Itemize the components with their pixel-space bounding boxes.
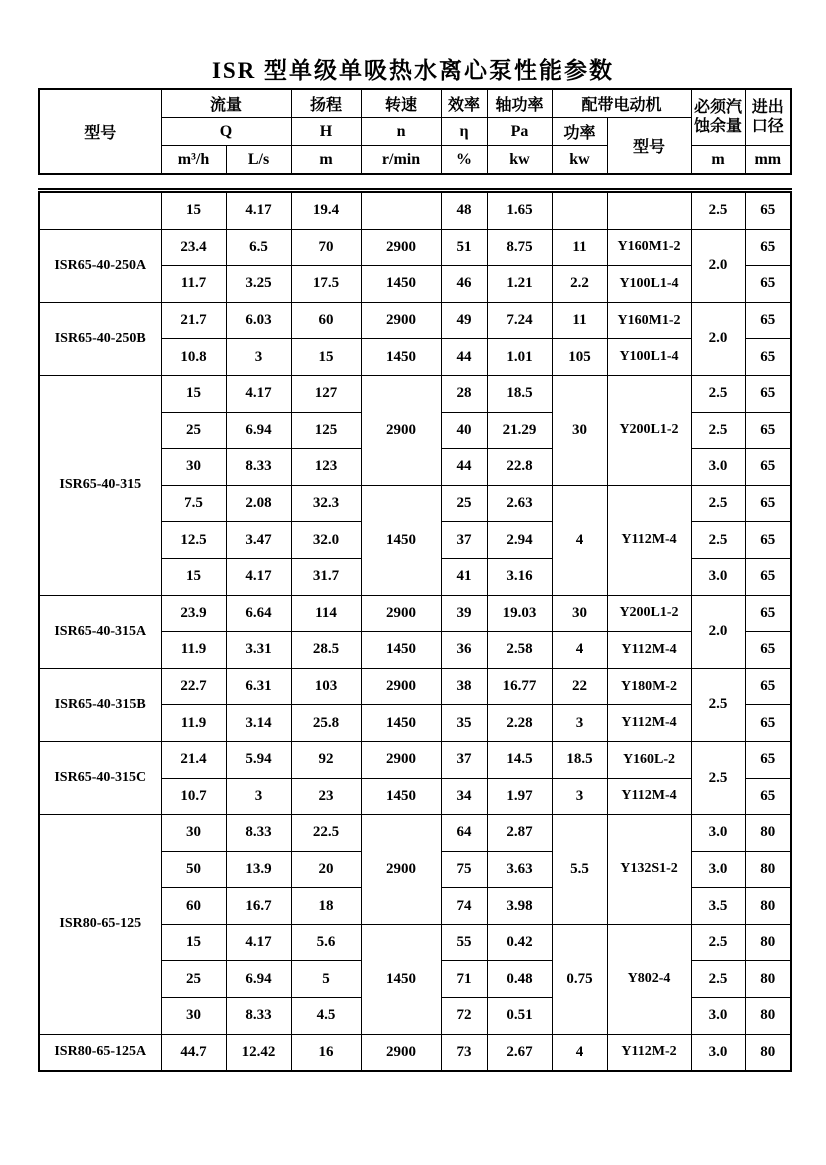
data-cell: 65 xyxy=(745,302,791,339)
table-row xyxy=(39,741,791,778)
symbol-speed-n: n xyxy=(361,118,441,146)
data-cell: 123 xyxy=(291,449,361,486)
col-header-motor: 配带电动机 xyxy=(552,89,691,118)
motor-model-cell: Y112M-4 xyxy=(607,778,691,815)
motor-model-cell: Y160M1-2 xyxy=(607,229,691,266)
data-cell: 64 xyxy=(441,815,487,852)
pump-model-cell: ISR65-40-315B xyxy=(39,668,161,741)
data-cell: 49 xyxy=(441,302,487,339)
data-cell: 6.03 xyxy=(226,302,291,339)
unit-efficiency-pct: % xyxy=(441,146,487,175)
data-cell: 25 xyxy=(161,961,226,998)
data-cell: 60 xyxy=(291,302,361,339)
data-cell: 16 xyxy=(291,1034,361,1071)
port-label-line1: 进出 xyxy=(751,99,784,117)
data-cell: 36 xyxy=(441,632,487,669)
pump-model-cell: ISR65-40-315C xyxy=(39,741,161,814)
data-cell: 11.9 xyxy=(161,705,226,742)
data-cell: 2.63 xyxy=(487,485,552,522)
motor-model-cell: Y132S1-2 xyxy=(607,815,691,925)
motor-model-cell: Y112M-4 xyxy=(607,485,691,595)
data-cell xyxy=(361,191,441,230)
data-cell: 25.8 xyxy=(291,705,361,742)
data-cell: 4.17 xyxy=(226,191,291,230)
data-cell: 28 xyxy=(441,375,487,412)
unit-npsh-m: m xyxy=(691,146,745,175)
data-cell: 5.94 xyxy=(226,741,291,778)
data-cell: 2.94 xyxy=(487,522,552,559)
table-row xyxy=(39,1034,791,1071)
data-cell: 25 xyxy=(441,485,487,522)
data-cell: 6.31 xyxy=(226,668,291,705)
data-cell: 2.0 xyxy=(691,302,745,375)
data-cell: 6.94 xyxy=(226,961,291,998)
data-cell: 4.17 xyxy=(226,375,291,412)
unit-speed-rmin: r/min xyxy=(361,146,441,175)
symbol-shaft-power-pa: Pa xyxy=(487,118,552,146)
data-cell: 22.8 xyxy=(487,449,552,486)
data-cell: 15 xyxy=(161,375,226,412)
table-row xyxy=(39,302,791,339)
data-cell: 48 xyxy=(441,191,487,230)
data-cell: 80 xyxy=(745,851,791,888)
pump-model-cell: ISR65-40-250A xyxy=(39,229,161,302)
data-cell: 127 xyxy=(291,375,361,412)
motor-model-cell: Y180M-2 xyxy=(607,668,691,705)
table-row xyxy=(39,229,791,266)
data-cell: 15 xyxy=(161,924,226,961)
data-cell: 16.77 xyxy=(487,668,552,705)
data-cell: 10.8 xyxy=(161,339,226,376)
data-cell: 55 xyxy=(441,924,487,961)
data-cell: 2.5 xyxy=(691,522,745,559)
data-cell: 60 xyxy=(161,888,226,925)
data-cell: 30 xyxy=(552,375,607,485)
data-cell: 44.7 xyxy=(161,1034,226,1071)
data-cell: 70 xyxy=(291,229,361,266)
data-cell: 3.0 xyxy=(691,449,745,486)
data-cell: 73 xyxy=(441,1034,487,1071)
table-row xyxy=(39,375,791,412)
data-cell: 2900 xyxy=(361,595,441,632)
unit-port-mm: mm xyxy=(745,146,791,175)
data-cell: 20 xyxy=(291,851,361,888)
pump-model-cell: ISR80-65-125 xyxy=(39,815,161,1035)
data-cell: 1450 xyxy=(361,924,441,1034)
data-cell: 105 xyxy=(552,339,607,376)
data-cell: 6.5 xyxy=(226,229,291,266)
data-cell: 4 xyxy=(552,632,607,669)
data-cell: 3 xyxy=(552,705,607,742)
data-cell: 80 xyxy=(745,998,791,1035)
data-cell: 2.5 xyxy=(691,412,745,449)
data-cell: 65 xyxy=(745,778,791,815)
data-cell: 3.31 xyxy=(226,632,291,669)
col-header-speed: 转速 xyxy=(361,89,441,118)
data-cell: 1450 xyxy=(361,632,441,669)
data-cell: 3.98 xyxy=(487,888,552,925)
data-cell: 65 xyxy=(745,595,791,632)
data-cell: 15 xyxy=(161,558,226,595)
symbol-efficiency-eta: η xyxy=(441,118,487,146)
data-cell: 0.42 xyxy=(487,924,552,961)
motor-model-cell: Y160L-2 xyxy=(607,741,691,778)
data-cell: 2900 xyxy=(361,375,441,485)
data-cell: 80 xyxy=(745,961,791,998)
data-cell: 65 xyxy=(745,522,791,559)
data-cell: 3.47 xyxy=(226,522,291,559)
symbol-flow-q: Q xyxy=(161,118,291,146)
data-cell: 65 xyxy=(745,485,791,522)
motor-model-cell: Y160M1-2 xyxy=(607,302,691,339)
data-cell: 21.7 xyxy=(161,302,226,339)
data-cell: 17.5 xyxy=(291,266,361,303)
data-cell: 8.75 xyxy=(487,229,552,266)
data-cell: 2.2 xyxy=(552,266,607,303)
data-cell: 15 xyxy=(161,191,226,230)
unit-flow-m3h: m³/h xyxy=(161,146,226,175)
data-cell: 5.6 xyxy=(291,924,361,961)
pump-model-cell: ISR65-40-315A xyxy=(39,595,161,668)
motor-model-cell: Y100L1-4 xyxy=(607,266,691,303)
data-cell: 3.0 xyxy=(691,998,745,1035)
data-cell: 3.0 xyxy=(691,815,745,852)
motor-model-label: 型号 xyxy=(607,118,691,175)
data-cell: 65 xyxy=(745,741,791,778)
data-cell: 15 xyxy=(291,339,361,376)
table-row xyxy=(39,191,791,230)
unit-motor-power-kw: kw xyxy=(552,146,607,175)
data-cell: 5 xyxy=(291,961,361,998)
data-cell: 2.08 xyxy=(226,485,291,522)
data-cell: 65 xyxy=(745,668,791,705)
data-cell: 7.5 xyxy=(161,485,226,522)
data-cell: 13.9 xyxy=(226,851,291,888)
data-cell: 2.5 xyxy=(691,741,745,814)
data-cell: 40 xyxy=(441,412,487,449)
col-header-pump-model: 型号 xyxy=(39,89,161,174)
data-cell: 3.0 xyxy=(691,1034,745,1071)
data-cell: 32.0 xyxy=(291,522,361,559)
data-cell: 3 xyxy=(226,778,291,815)
pump-model-cell xyxy=(39,191,161,230)
performance-table-body xyxy=(39,191,791,1072)
data-cell: 1450 xyxy=(361,705,441,742)
data-cell: 2.58 xyxy=(487,632,552,669)
data-cell: 30 xyxy=(552,595,607,632)
data-cell: 3.25 xyxy=(226,266,291,303)
data-cell: 38 xyxy=(441,668,487,705)
data-cell: 4 xyxy=(552,1034,607,1071)
data-cell: 4 xyxy=(552,485,607,595)
data-cell: 2900 xyxy=(361,1034,441,1071)
table-header xyxy=(38,88,792,175)
data-cell: 31.7 xyxy=(291,558,361,595)
data-cell: 18 xyxy=(291,888,361,925)
data-cell: 19.4 xyxy=(291,191,361,230)
data-cell: 2.67 xyxy=(487,1034,552,1071)
data-cell: 28.5 xyxy=(291,632,361,669)
col-header-port xyxy=(745,89,791,146)
col-header-npsh xyxy=(691,89,745,146)
data-cell: 25 xyxy=(161,412,226,449)
data-cell: 2.5 xyxy=(691,668,745,741)
performance-table xyxy=(38,188,792,1072)
data-cell: 11.7 xyxy=(161,266,226,303)
data-cell: 23 xyxy=(291,778,361,815)
data-cell: 2.5 xyxy=(691,924,745,961)
page-title: ISR 型单级单吸热水离心泵性能参数 xyxy=(211,58,615,83)
data-cell: 125 xyxy=(291,412,361,449)
data-cell: 30 xyxy=(161,815,226,852)
data-cell: 44 xyxy=(441,339,487,376)
table-row xyxy=(39,815,791,852)
data-cell: 2.5 xyxy=(691,485,745,522)
data-cell: 2900 xyxy=(361,741,441,778)
data-cell: 3.0 xyxy=(691,558,745,595)
col-header-shaft-power: 轴功率 xyxy=(487,89,552,118)
data-cell: 80 xyxy=(745,1034,791,1071)
unit-shaft-power-kw: kw xyxy=(487,146,552,175)
data-cell: 21.29 xyxy=(487,412,552,449)
motor-model-cell: Y802-4 xyxy=(607,924,691,1034)
data-cell: 14.5 xyxy=(487,741,552,778)
data-cell: 1.01 xyxy=(487,339,552,376)
data-cell: 0.75 xyxy=(552,924,607,1034)
port-label-line2: 口径 xyxy=(751,117,784,135)
data-cell: 0.51 xyxy=(487,998,552,1035)
data-cell: 1450 xyxy=(361,339,441,376)
data-cell: 103 xyxy=(291,668,361,705)
data-cell: 21.4 xyxy=(161,741,226,778)
data-cell: 2900 xyxy=(361,302,441,339)
motor-model-cell: Y112M-4 xyxy=(607,632,691,669)
data-cell: 4.17 xyxy=(226,558,291,595)
data-cell: 1450 xyxy=(361,485,441,595)
data-cell: 65 xyxy=(745,632,791,669)
data-cell: 37 xyxy=(441,741,487,778)
data-cell: 65 xyxy=(745,449,791,486)
data-cell: 1.97 xyxy=(487,778,552,815)
motor-model-cell: Y100L1-4 xyxy=(607,339,691,376)
data-cell: 2900 xyxy=(361,229,441,266)
data-cell: 3 xyxy=(552,778,607,815)
data-cell: 3.16 xyxy=(487,558,552,595)
col-header-flow: 流量 xyxy=(161,89,291,118)
motor-model-cell: Y112M-2 xyxy=(607,1034,691,1071)
data-cell: 51 xyxy=(441,229,487,266)
data-cell: 2.28 xyxy=(487,705,552,742)
data-cell: 65 xyxy=(745,375,791,412)
motor-model-cell: Y112M-4 xyxy=(607,705,691,742)
symbol-head-h: H xyxy=(291,118,361,146)
data-cell: 30 xyxy=(161,449,226,486)
data-cell: 0.48 xyxy=(487,961,552,998)
data-cell: 23.4 xyxy=(161,229,226,266)
data-cell: 44 xyxy=(441,449,487,486)
data-cell: 3.63 xyxy=(487,851,552,888)
data-cell: 2.0 xyxy=(691,229,745,302)
data-cell: 4.17 xyxy=(226,924,291,961)
data-cell: 18.5 xyxy=(487,375,552,412)
data-cell: 22.5 xyxy=(291,815,361,852)
data-cell: 2900 xyxy=(361,815,441,925)
data-cell: 114 xyxy=(291,595,361,632)
data-cell: 23.9 xyxy=(161,595,226,632)
data-cell: 19.03 xyxy=(487,595,552,632)
data-cell: 39 xyxy=(441,595,487,632)
pump-model-cell: ISR65-40-315 xyxy=(39,375,161,595)
data-cell: 8.33 xyxy=(226,449,291,486)
data-cell xyxy=(552,191,607,230)
data-cell: 1450 xyxy=(361,266,441,303)
data-cell: 22.7 xyxy=(161,668,226,705)
data-cell: 1450 xyxy=(361,778,441,815)
npsh-label-line1: 必须汽 xyxy=(694,99,743,117)
data-cell: 8.33 xyxy=(226,998,291,1035)
data-cell: 2.0 xyxy=(691,595,745,668)
data-cell: 2.87 xyxy=(487,815,552,852)
col-header-efficiency: 效率 xyxy=(441,89,487,118)
data-cell: 65 xyxy=(745,266,791,303)
data-cell: 35 xyxy=(441,705,487,742)
data-cell: 3.5 xyxy=(691,888,745,925)
data-cell: 30 xyxy=(161,998,226,1035)
data-cell: 71 xyxy=(441,961,487,998)
data-cell: 10.7 xyxy=(161,778,226,815)
table-row xyxy=(39,595,791,632)
data-cell: 80 xyxy=(745,924,791,961)
pump-model-cell: ISR80-65-125A xyxy=(39,1034,161,1071)
data-cell: 11 xyxy=(552,302,607,339)
motor-model-cell xyxy=(607,191,691,230)
unit-head-m: m xyxy=(291,146,361,175)
data-cell: 50 xyxy=(161,851,226,888)
data-cell: 34 xyxy=(441,778,487,815)
data-cell: 6.94 xyxy=(226,412,291,449)
data-cell: 80 xyxy=(745,888,791,925)
data-cell: 65 xyxy=(745,339,791,376)
data-cell: 2.5 xyxy=(691,961,745,998)
data-cell: 65 xyxy=(745,412,791,449)
data-cell: 37 xyxy=(441,522,487,559)
data-cell: 32.3 xyxy=(291,485,361,522)
unit-flow-ls: L/s xyxy=(226,146,291,175)
data-cell: 65 xyxy=(745,705,791,742)
data-cell: 3.14 xyxy=(226,705,291,742)
data-cell: 4.5 xyxy=(291,998,361,1035)
data-cell: 2900 xyxy=(361,668,441,705)
data-cell: 65 xyxy=(745,191,791,230)
data-cell: 75 xyxy=(441,851,487,888)
data-cell: 18.5 xyxy=(552,741,607,778)
data-cell: 3 xyxy=(226,339,291,376)
npsh-label-line2: 蚀余量 xyxy=(694,117,743,135)
data-cell: 65 xyxy=(745,229,791,266)
data-cell: 6.64 xyxy=(226,595,291,632)
data-cell: 46 xyxy=(441,266,487,303)
data-cell: 72 xyxy=(441,998,487,1035)
data-cell: 1.65 xyxy=(487,191,552,230)
motor-power-label: 功率 xyxy=(552,118,607,146)
data-cell: 8.33 xyxy=(226,815,291,852)
data-cell: 11 xyxy=(552,229,607,266)
data-cell: 5.5 xyxy=(552,815,607,925)
data-cell: 12.42 xyxy=(226,1034,291,1071)
data-cell: 22 xyxy=(552,668,607,705)
data-cell: 1.21 xyxy=(487,266,552,303)
motor-model-cell: Y200L1-2 xyxy=(607,375,691,485)
data-cell: 80 xyxy=(745,815,791,852)
data-cell: 7.24 xyxy=(487,302,552,339)
data-cell: 2.5 xyxy=(691,375,745,412)
data-cell: 2.5 xyxy=(691,191,745,230)
col-header-head: 扬程 xyxy=(291,89,361,118)
data-cell: 12.5 xyxy=(161,522,226,559)
data-cell: 11.9 xyxy=(161,632,226,669)
data-cell: 65 xyxy=(745,558,791,595)
motor-model-cell: Y200L1-2 xyxy=(607,595,691,632)
data-cell: 3.0 xyxy=(691,851,745,888)
data-cell: 16.7 xyxy=(226,888,291,925)
data-cell: 92 xyxy=(291,741,361,778)
header-row-1 xyxy=(39,89,791,118)
data-cell: 74 xyxy=(441,888,487,925)
table-row xyxy=(39,668,791,705)
pump-model-cell: ISR65-40-250B xyxy=(39,302,161,375)
data-cell: 41 xyxy=(441,558,487,595)
